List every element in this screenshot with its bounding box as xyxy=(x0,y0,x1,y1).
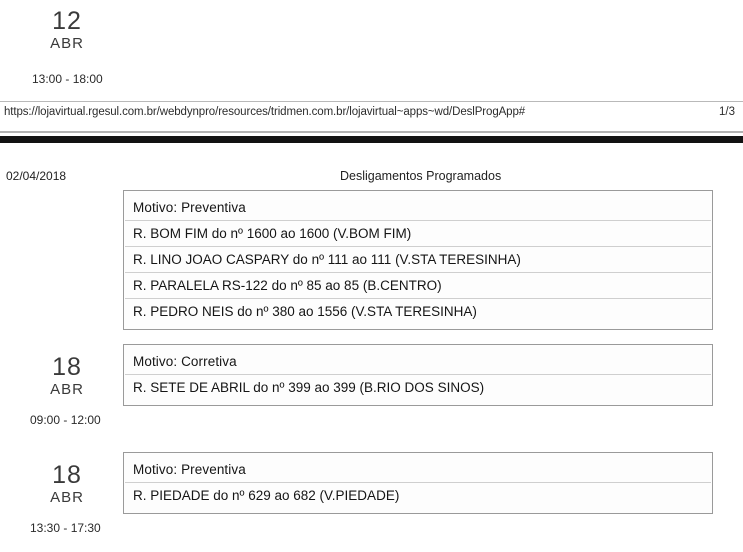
document-date: 02/04/2018 xyxy=(6,169,67,183)
date-day: 12 xyxy=(52,7,82,35)
outage-street: R. PEDRO NEIS do nº 380 ao 1556 (V.STA TERESINHA) xyxy=(133,304,477,319)
date-badge xyxy=(22,354,112,400)
date-time-top: 13:00 - 18:00 xyxy=(32,72,103,86)
date-badge-top xyxy=(22,8,112,54)
date-month: ABR xyxy=(50,489,84,506)
outage-motive: Motivo: Preventiva xyxy=(133,462,246,477)
outage-card xyxy=(123,452,713,514)
outage-motive: Motivo: Corretiva xyxy=(133,354,237,369)
footer-page-indicator: 1/3 xyxy=(719,106,735,118)
outage-street: R. SETE DE ABRIL do nº 399 ao 399 (B.RIO DOS SINOS) xyxy=(133,380,485,395)
date-month: ABR xyxy=(50,381,84,398)
outage-street: R. BOM FIM do nº 1600 ao 1600 (V.BOM FIM) xyxy=(133,226,412,241)
outage-motive: Motivo: Preventiva xyxy=(133,200,246,215)
date-time: 09:00 - 12:00 xyxy=(30,413,101,427)
event-group xyxy=(0,190,743,320)
date-badge xyxy=(22,462,112,508)
date-month: ABR xyxy=(50,35,84,52)
outage-street: R. PIEDADE do nº 629 ao 682 (V.PIEDADE) xyxy=(133,488,400,503)
previous-page-remnant xyxy=(0,0,743,104)
page-title: Desligamentos Programados xyxy=(340,169,502,183)
outage-street: R. LINO JOAO CASPARY do nº 111 ao 111 (V.STA TERESINHA) xyxy=(133,252,521,267)
outage-card xyxy=(123,190,713,330)
event-group xyxy=(0,344,743,434)
outage-card xyxy=(123,344,713,406)
page-break-band xyxy=(0,136,743,143)
date-day: 18 xyxy=(52,461,82,489)
footer-url: https://lojavirtual.rgesul.com.br/webdynpro/resources/tridmen.com.br/lojavirtual~apps~wd/DeslProgApp# xyxy=(4,106,526,118)
date-time: 13:30 - 17:30 xyxy=(30,521,101,535)
outage-street: R. PARALELA RS-122 do nº 85 ao 85 (B.CENTRO) xyxy=(133,278,442,293)
footer-divider xyxy=(0,101,743,102)
event-group xyxy=(0,452,743,542)
page-break-thin-line xyxy=(0,131,743,133)
date-day: 18 xyxy=(52,353,82,381)
